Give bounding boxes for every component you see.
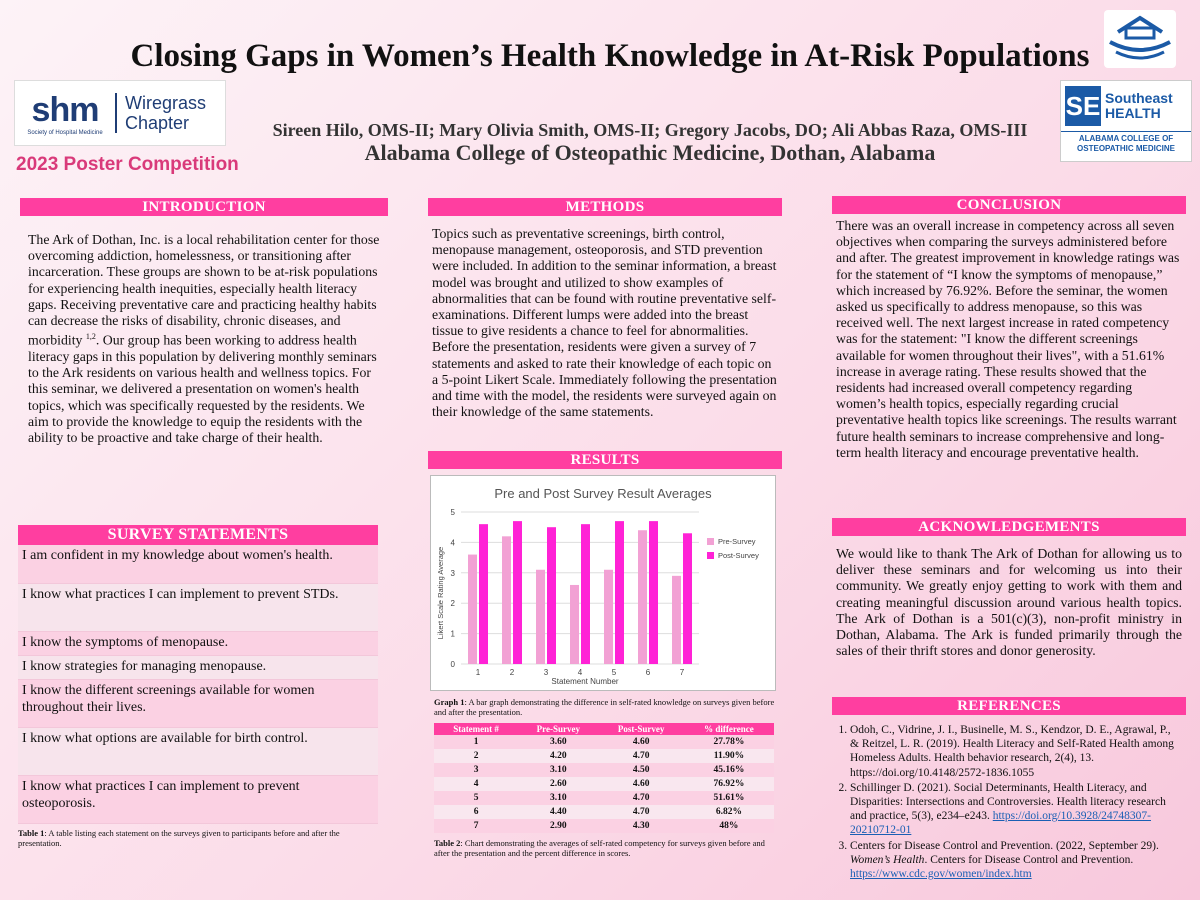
survey-statement-row <box>18 775 378 823</box>
reference-2-text: Schillinger D. (2021). Social Determinants, Health Literacy, and Disparities: Intersections and Controversies. Health literacy research and practice, 5(3), e234–e243. <box>850 781 1166 823</box>
table-row <box>434 763 774 777</box>
reference-3-rest: . Centers for Disease Control and Prevention. <box>924 853 1134 866</box>
chart-x-tick-label: 2 <box>509 668 515 677</box>
chart-bar-pre-6 <box>638 530 647 664</box>
table-cell: 2.60 <box>518 777 598 791</box>
se-college-line2: OSTEOPATHIC MEDICINE <box>1077 144 1175 153</box>
shm-chapter-line2: Chapter <box>125 113 190 133</box>
survey-heading: SURVEY STATEMENTS <box>18 525 378 545</box>
table-cell: 6.82% <box>684 805 774 819</box>
chart-x-tick-label: 5 <box>611 668 617 677</box>
introduction-citation: 1,2 <box>85 332 96 342</box>
graph1-caption <box>428 697 782 717</box>
table2-caption-label: Table 2 <box>434 838 461 848</box>
chart-legend-label: Pre-Survey <box>718 537 756 546</box>
chart-x-tick-label: 1 <box>475 668 481 677</box>
table-row <box>434 749 774 763</box>
table-cell: 4.70 <box>599 791 684 805</box>
table-cell: 4.30 <box>599 819 684 833</box>
chart-x-tick-label: 4 <box>577 668 583 677</box>
chart-bar-post-3 <box>547 527 556 664</box>
references-heading: REFERENCES <box>832 697 1186 715</box>
graph1-caption-text: : A bar graph demonstrating the difference in self-rated knowledge on surveys given before and after the presentation. <box>434 697 775 717</box>
institution-name: Alabama College of Osteopathic Medicine, Dothan, Alabama <box>364 140 936 165</box>
chart-y-tick-label: 1 <box>450 629 455 639</box>
se-name-line2: HEALTH <box>1105 105 1161 121</box>
se-mark: SE <box>1065 86 1101 126</box>
reference-2-link[interactable]: https://doi.org/10.3928/24748307-20210712-01 <box>850 810 1151 837</box>
introduction-text-part2: . Our group has been working to address health literacy gaps in this population by delivering monthly seminars to the Ark residents on various health and wellness topics. For this seminar, we delivered a presentation on women's health topics, which was specifically requested by the residents. We aim to provide the knowledge to equip the residents with the ability to be proactive and take charge of their health. <box>28 332 377 446</box>
introduction-section <box>20 198 388 446</box>
chart-y-tick-label: 4 <box>450 538 455 548</box>
chart-bar-pre-3 <box>536 570 545 664</box>
results-chart-container <box>430 475 776 691</box>
reference-3-link[interactable]: https://www.cdc.gov/women/index.htm <box>850 868 1032 881</box>
chart-bar-post-4 <box>581 524 590 664</box>
table-row <box>434 777 774 791</box>
table-cell: 3.10 <box>518 791 598 805</box>
table2-caption-text: : Chart demonstrating the averages of self-rated competency for surveys given before and after the presentation and the percent difference in scores. <box>434 838 765 858</box>
table-header-cell: Pre-Survey <box>518 723 598 735</box>
author-list: Sireen Hilo, OMS-II; Mary Olivia Smith, OMS-II; Gregory Jacobs, DO; Ali Abbas Raza, OMS-III <box>272 120 1028 140</box>
chart-y-tick-label: 2 <box>450 599 455 609</box>
reference-3-italic: Women’s Health <box>850 853 925 866</box>
results-table-container <box>434 723 774 833</box>
survey-statement-text: I know what practices I can implement to prevent STDs. <box>18 583 378 631</box>
chart-bar-post-5 <box>615 521 624 664</box>
chart-bar-pre-2 <box>502 536 511 664</box>
chart-bar-post-6 <box>649 521 658 664</box>
table-cell: 76.92% <box>684 777 774 791</box>
conclusion-heading: CONCLUSION <box>832 196 1186 214</box>
competition-label: 2023 Poster Competition <box>16 154 239 175</box>
introduction-text <box>20 232 388 446</box>
table1-caption-text: : A table listing each statement on the surveys given to participants before and after the presentation. <box>18 827 340 848</box>
results-section <box>428 451 782 858</box>
table-cell: 4.70 <box>599 805 684 819</box>
introduction-heading: INTRODUCTION <box>20 198 388 216</box>
chart-bar-pre-7 <box>672 576 681 664</box>
shm-subtitle: Society of Hospital Medicine <box>27 129 103 136</box>
table-cell: 7 <box>434 819 518 833</box>
chart-x-axis-label: Statement Number <box>551 677 619 686</box>
survey-statements-table <box>18 545 378 824</box>
survey-statement-text: I know what practices I can implement to prevent osteoporosis. <box>18 775 378 823</box>
chart-bar-post-2 <box>513 521 522 664</box>
table-cell: 2 <box>434 749 518 763</box>
results-bar-chart <box>431 476 775 690</box>
survey-statement-row <box>18 545 378 583</box>
shm-chapter-line1: Wiregrass <box>125 93 207 113</box>
table-row <box>434 805 774 819</box>
shm-logo <box>14 80 226 146</box>
chart-bar-pre-4 <box>570 585 579 664</box>
survey-statement-text: I know the different screenings available for women throughout their lives. <box>18 679 378 727</box>
chart-legend-label: Post-Survey <box>718 551 759 560</box>
table-header-cell: Post-Survey <box>599 723 684 735</box>
survey-statement-row <box>18 727 378 775</box>
chart-y-tick-label: 3 <box>450 568 455 578</box>
poster-title: Closing Gaps in Women’s Health Knowledge in At-Risk Populations <box>130 38 1090 74</box>
methods-heading: METHODS <box>428 198 782 216</box>
table-header-cell: Statement # <box>434 723 518 735</box>
reference-3-text: Centers for Disease Control and Prevention. (2022, September 29). <box>850 839 1159 852</box>
survey-statement-text: I know strategies for managing menopause. <box>18 655 378 679</box>
survey-statement-text: I am confident in my knowledge about women's health. <box>18 545 378 583</box>
references-section <box>832 697 1186 882</box>
chart-legend-swatch <box>707 538 714 545</box>
table-cell: 4.60 <box>599 777 684 791</box>
table-cell: 4.40 <box>518 805 598 819</box>
chart-title: Pre and Post Survey Result Averages <box>494 486 712 501</box>
chart-x-tick-label: 6 <box>645 668 651 677</box>
survey-statement-text: I know what options are available for birth control. <box>18 727 378 775</box>
survey-statement-row <box>18 655 378 679</box>
acknowledgements-section <box>832 518 1186 659</box>
table-cell: 4.60 <box>599 735 684 749</box>
survey-statement-row <box>18 631 378 655</box>
table-cell: 3 <box>434 763 518 777</box>
table-cell: 11.90% <box>684 749 774 763</box>
shm-mark: shm <box>31 90 99 129</box>
reference-3 <box>850 839 1182 882</box>
southeast-health-logo <box>1060 80 1192 162</box>
chart-bar-post-7 <box>683 533 692 664</box>
results-heading: RESULTS <box>428 451 782 469</box>
survey-statement-row <box>18 583 378 631</box>
references-list <box>832 723 1186 881</box>
survey-statement-text: I know the symptoms of menopause. <box>18 631 378 655</box>
table-cell: 4 <box>434 777 518 791</box>
chart-x-tick-label: 3 <box>543 668 549 677</box>
acknowledgements-text: We would like to thank The Ark of Dothan for allowing us to deliver these seminars and for welcoming us into their community. We greatly enjoy getting to work with them and creating meaningful discussion around various health topics. The Ark of Dothan is a 501(c)(3), non-profit ministry in Dothan, Alabama. The Ark is funded primarily through the sales of their thrift stores and donor generosity. <box>836 546 1182 659</box>
chart-legend-swatch <box>707 552 714 559</box>
table-cell: 3.60 <box>518 735 598 749</box>
chart-bar-pre-1 <box>468 555 477 664</box>
acknowledgements-heading: ACKNOWLEDGEMENTS <box>832 518 1186 536</box>
survey-section <box>18 525 378 848</box>
ark-logo <box>1104 10 1176 68</box>
ark-boat-icon <box>1104 10 1176 68</box>
reference-1: 1. Odoh, C., Vidrine, J. I., Businelle, M. S., Kendzor, D. E., Agrawal, P., & Reitzel, L. R. (2019). Health Literacy and Self-Rated Health among Homeless Adults. Health behavior research, 2(4), 13. https://doi.org/10.4148/2572-1836.1055 <box>850 723 1182 780</box>
table2-caption <box>428 838 782 858</box>
table-cell: 4.50 <box>599 763 684 777</box>
table1-caption-label: Table 1 <box>18 827 45 838</box>
methods-text: Topics such as preventative screenings, birth control, menopause management, osteoporosis, and STD prevention were included. In addition to the seminar information, a breast model was brought and utilized to show examples of abnormalities that can be found with routine preventative self-examinations. Different lumps were added into the breast tissue to give residents a chance to feel for abnormalities. Before the presentation, residents were given a survey of 7 statements and asked to rate their knowledge of each topic on a 5-point Likert Scale. Immediately following the presentation and time with the model, the residents were surveyed again on their knowledge of the same statements. <box>432 226 777 420</box>
table-row <box>434 791 774 805</box>
results-data-table <box>434 723 774 833</box>
table-cell: 5 <box>434 791 518 805</box>
table-cell: 1 <box>434 735 518 749</box>
methods-section <box>428 198 782 420</box>
table-row <box>434 735 774 749</box>
chart-y-axis-label: Likert Scale Rating Average <box>436 546 445 640</box>
chart-y-tick-label: 0 <box>450 660 455 669</box>
table-cell: 27.78% <box>684 735 774 749</box>
table-cell: 51.61% <box>684 791 774 805</box>
introduction-text-part1: The Ark of Dothan, Inc. is a local rehabilitation center for those overcoming addiction, homelessness, or transitioning after incarceration. These groups are shown to be at-risk populations for experiencing health inequities, especially health literacy gaps. Receiving preventative care and practicing healthy habits can decrease the risks of disability, chronic diseases, and morbidity <box>28 232 380 348</box>
se-name-line1: Southeast <box>1105 90 1173 106</box>
table-cell: 6 <box>434 805 518 819</box>
conclusion-text: There was an overall increase in competency across all seven objectives when comparing the surveys administered before and after. The greatest improvement in knowledge ratings was for the statement of “I know the symptoms of menopause,” which increased by 76.92%. Before the seminar, the women asked us specifically to address menopause, so this was received well. The next largest increase in rated competency was for the statement: "I know the different screenings available for women throughout their lives", with a 51.61% increase in average rating. These results showed that the residents had increased overall competency regarding women’s health topics, especially regarding crucial preventative health topics like screenings. The results warrant future health seminars to increase comprehensive and long-term health literacy and encourage preventative health. <box>836 218 1180 460</box>
chart-bar-post-1 <box>479 524 488 664</box>
table1-caption <box>18 828 378 848</box>
table-cell: 2.90 <box>518 819 598 833</box>
table-cell: 4.20 <box>518 749 598 763</box>
table-cell: 48% <box>684 819 774 833</box>
graph1-caption-label: Graph 1 <box>434 697 465 707</box>
table-cell: 3.10 <box>518 763 598 777</box>
survey-statement-row <box>18 679 378 727</box>
reference-2 <box>850 781 1182 838</box>
chart-x-tick-label: 7 <box>679 668 685 677</box>
table-cell: 45.16% <box>684 763 774 777</box>
chart-bar-pre-5 <box>604 570 613 664</box>
chart-y-tick-label: 5 <box>450 508 455 517</box>
table-header-cell: % difference <box>684 723 774 735</box>
table-row <box>434 819 774 833</box>
se-college-line1: ALABAMA COLLEGE OF <box>1078 134 1174 143</box>
conclusion-section <box>832 196 1186 461</box>
table-cell: 4.70 <box>599 749 684 763</box>
